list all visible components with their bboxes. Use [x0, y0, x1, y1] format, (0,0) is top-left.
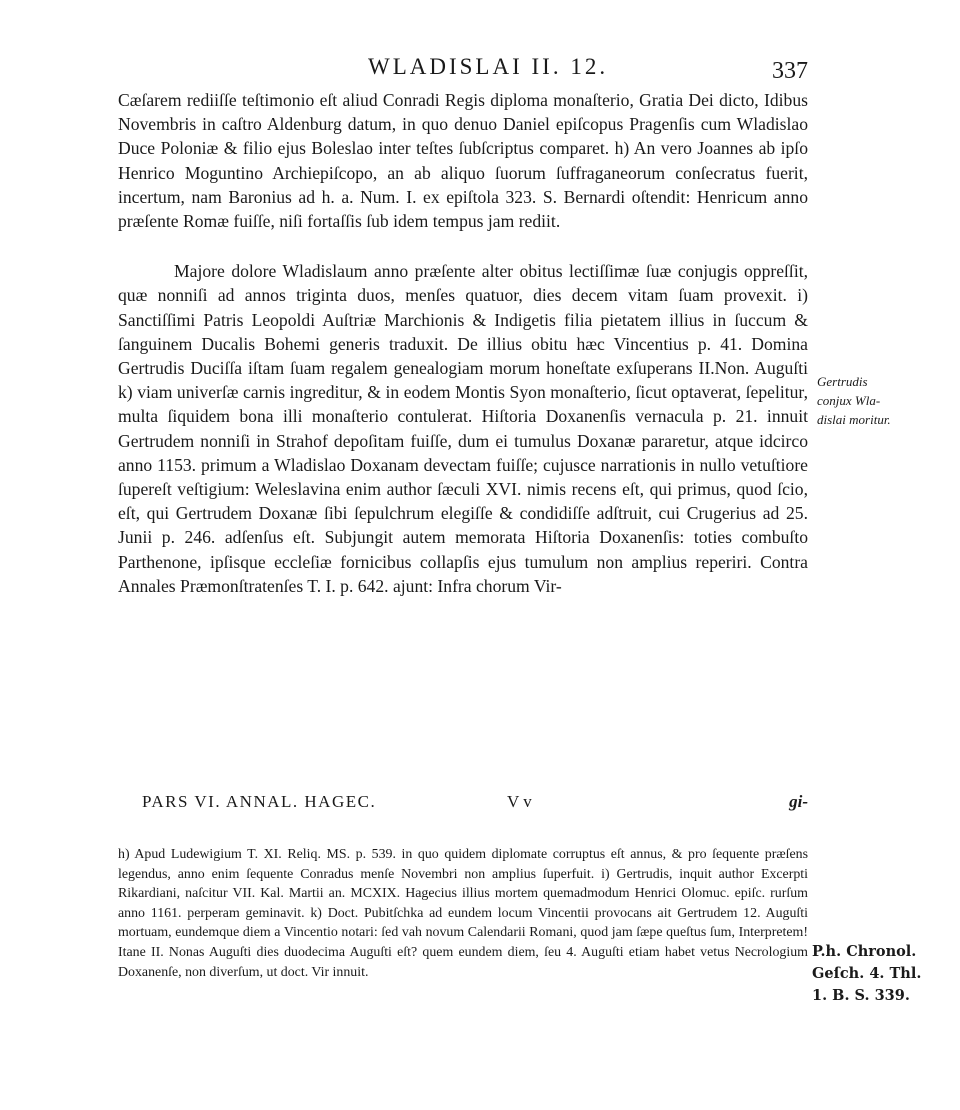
running-head [118, 50, 808, 84]
margin-reference-line: Geſch. 4. Thl. [812, 965, 922, 982]
margin-reference-line: P.h. Chronol. [812, 943, 917, 960]
main-text [118, 88, 808, 598]
paragraph-2: Majore dolore Wladislaum anno præſente alter obitus lectiſſimæ ſuæ conjugis oppreſſit, quæ nonniſi ad annos triginta duos, menſes quatuor, dies decem vitam ſuam provexit. i) Sanctiſſimi Patris Leopoldi Auſtriæ Marchionis & Indigetis filia pietatem illius in ſuccum & ſanguinem Ducalis Bohemi generis traduxit. De illius obitu hæc Vincentius p. 41. Domina Gertrudis Duciſſa iſtam ſuam regalem genealogiam morum honeſtate exſuperans II.Non. Auguſti k) viam univerſæ carnis ingreditur, & in eodem Montis Syon monaſterio, ſicut optaverat, ſepelitur, multa ſiquidem bona illi monaſterio contulerat. Hiſtoria Doxanenſis vernacula p. 21. innuit Gertrudem nonniſi in Strahof depoſitam fuiſſe, dum ei tumulus Doxanæ pararetur, atque idcirco anno 1153. primum a Wladislao Doxanam devectam fuiſſe; cujusce narrationis in nullo vetuſtiore ſupereſt veſtigium: Weleslavina enim author ſæculi XVI. nimis recens eſt, qui primus, quod ſcio, eſt, qui Gertrudem Doxanæ ſibi ſepulchrum elegiſſe & condidiſſe adſtruit, cui Crugerius ad 25. Junii p. 246. adſenſus eſt. Subjungit autem memorata Hiſtoria Doxanenſis: toties combuſto Parthenone, ipſisque eccleſiæ fornicibus collapſis ejus tumulum non amplius reperiri. Contra Annales Præmonſtratenſes T. I. p. 642. ajunt: Infra chorum Vir- [118, 261, 808, 596]
running-title: WLADISLAI II. 12. [368, 54, 609, 79]
catchword: gi- [789, 792, 808, 811]
margin-note [817, 372, 947, 429]
margin-reference [812, 941, 952, 1007]
paragraph-1: Cæſarem rediiſſe teſtimonio eſt aliud Conradi Regis diploma monaſterio, Gratia Dei dicto, Idibus Novembris in caſtro Aldenburg datum, in quo denuo Daniel epiſcopus Pragenſis cum Wladislao Duce Poloniæ & filio ejus Boleslao inter teſtes ſubſcriptus comparet. h) An vero Joannes ab ipſo Henrico Moguntino Archiepiſcopo, an ab aliquo ſuorum ſuffraganeorum conſecratus fuerit, incertum, nam Baronius ad h. a. Num. I. ex epiſtola 323. S. Bernardi oſtendit: Henricum anno præſente Romæ fuiſſe, niſi fortaſſis ſub idem tempus jam rediit. [118, 90, 808, 232]
signature-mark: V v [507, 792, 532, 811]
margin-note-line: Gertrudis [817, 374, 868, 389]
footnotes: h) Apud Ludewigium T. XI. Reliq. MS. p. 539. in quo quidem diplomate corruptus eſt annus, & pro ſequente præſens legendus, anno enim ſequente Conradus menſe Novembri non amplius ſuperfuit. i) Gertrudis, inquit author Excerpti Rikardiani, naſcitur VII. Kal. Martii an. MCXIX. Hagecius illius mortem quemadmodum Henrici Olomuc. epiſc. rurſum anno 1161. perperam geminavit. k) Doct. Pubitſchka ad eundem locum Vincentii provocans ait Gertrudem 12. Auguſti mortuam, eundemque diem a Vincentio notari: ſed vah novum Calendarii Romani, quod jam ſæpe queſtus ſum, Interpretem! Itane II. Nonas Auguſti dies duodecima Auguſti eſt? quem eundem diem, ſeu 4. Auguſti etiam habet vetus Necrologium Doxanenſe, non diverſum, ut doct. Vir innuit. [118, 847, 808, 980]
margin-note-line: dislai moritur. [817, 412, 891, 427]
signature-title: PARS VI. ANNAL. HAGEC. [142, 792, 377, 811]
signature-line [142, 792, 808, 818]
margin-note-line: conjux Wla- [817, 393, 881, 408]
margin-reference-line: 1. B. S. 339. [812, 987, 910, 1004]
page-number: 337 [772, 58, 808, 84]
